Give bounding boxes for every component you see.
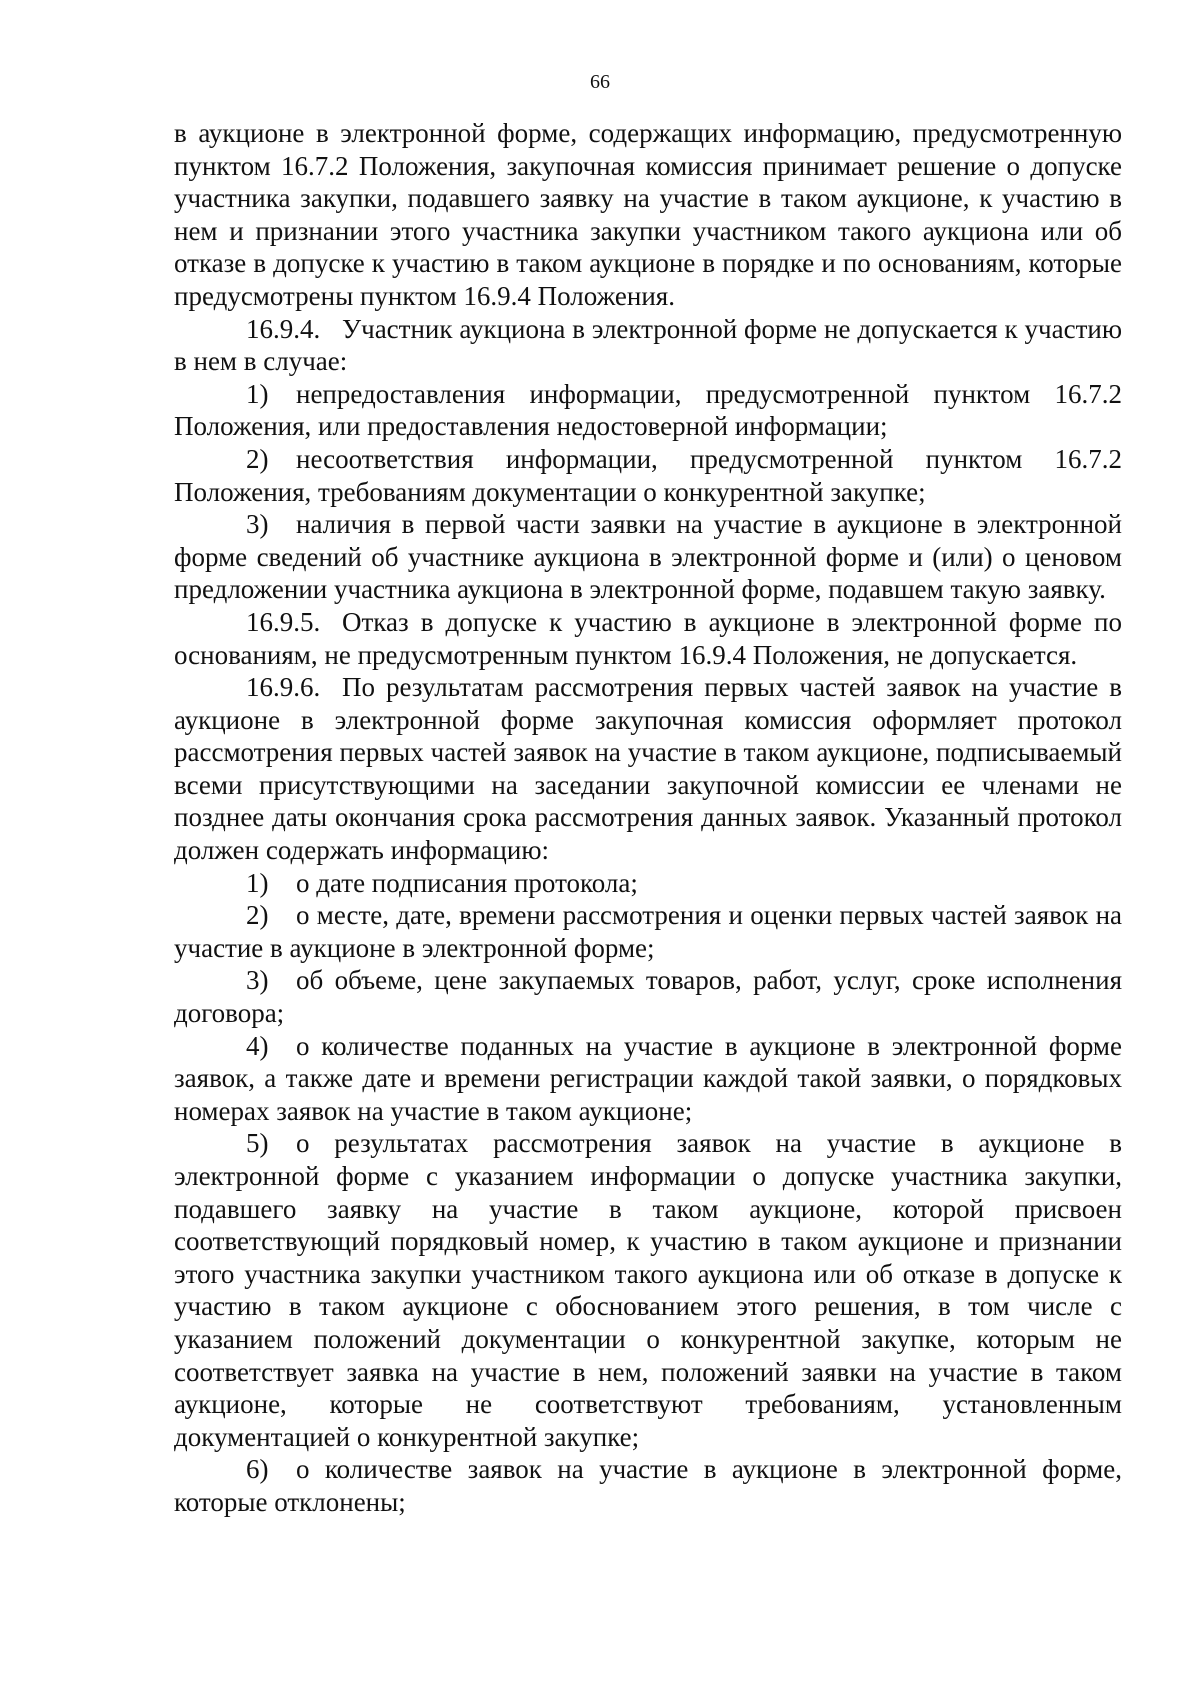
list-item-number: 2) (246, 443, 269, 474)
list-item-number: 1) (246, 378, 269, 409)
list-item (174, 443, 1122, 508)
list-item-number: 1) (246, 867, 269, 898)
list-item-number: 6) (246, 1454, 269, 1485)
clause-number: 16.9.4. (246, 313, 321, 344)
list-item-number: 3) (246, 509, 269, 540)
list-item (174, 1030, 1122, 1128)
clause-text: Участник аукциона в электронной форме не допускается к участию в нем в случае: (174, 313, 1122, 377)
list-item-number: 4) (246, 1030, 269, 1061)
paragraph-continuation: в аукционе в электронной форме, содержащих информацию, предусмотренную пунктом 16.7.2 Положения, закупочная комиссия принимает решение о допуске участника закупки, подавшего заявку на участие в таком аукционе, к участию в нем и признании этого участника закупки участником такого аукциона или об отказе в допуске к участию в таком аукционе в порядке и по основаниям, которые предусмотрены пунктом 16.9.4 Положения. (174, 118, 1122, 311)
list-item-number: 3) (246, 965, 269, 996)
clause-16-9-4 (174, 313, 1122, 378)
clause-number: 16.9.6. (246, 672, 321, 703)
clause-number: 16.9.5. (246, 606, 321, 637)
clause-16-9-6 (174, 671, 1122, 867)
clause-16-9-5 (174, 606, 1122, 671)
list-item-number: 2) (246, 900, 269, 931)
list-item-text: наличия в первой части заявки на участие в аукционе в электронной форме сведений об участнике аукциона в электронной форме и (или) о ценовом предложении участника аукциона в электронной форме, подавшем такую заявку. (174, 509, 1122, 605)
list-item (174, 1127, 1122, 1453)
clause-text: По результатам рассмотрения первых частей заявок на участие в аукционе в электронной форме закупочная комиссия оформляет протокол рассмотрения первых частей заявок на участие в таком аукционе, подписываемый всеми присутствующими на заседании закупочной комиссии ее членами не позднее даты окончания срока рассмотрения данных заявок. Указанный протокол должен содержать информацию: (174, 672, 1122, 866)
list-item-text: непредоставления информации, предусмотренной пунктом 16.7.2 Положения, или предоставления недостоверной информации; (174, 378, 1122, 442)
list-item-text: о месте, дате, времени рассмотрения и оценки первых частей заявок на участие в аукционе в электронной форме; (174, 900, 1122, 963)
list-item (174, 964, 1122, 1029)
list-item (174, 378, 1122, 443)
list-item (174, 1453, 1122, 1518)
list-item-text: несоответствия информации, предусмотренной пунктом 16.7.2 Положения, требованиям документации о конкурентной закупке; (174, 443, 1122, 507)
page-number: 66 (590, 71, 610, 93)
list-item-text: о количестве заявок на участие в аукционе в электронной форме, которые отклонены; (174, 1454, 1122, 1517)
list-item-text: о дате подписания протокола; (296, 867, 638, 898)
list-item-text: об объеме, цене закупаемых товаров, работ, услуг, сроке исполнения договора; (174, 965, 1122, 1029)
document-body (174, 117, 1122, 1519)
list-item-text: о результатах рассмотрения заявок на участие в аукционе в электронной форме с указанием информации о допуске участника закупки, подавшего заявку на участие в таком аукционе, которой присвоен соответствующий порядковый номер, к участию в таком аукционе и признании этого участника закупки участником такого аукциона или об отказе в допуске к участию в таком аукционе с обоснованием этого решения, в том числе с указанием положений документации о конкурентной закупке, которым не соответствует заявка на участие в нем, положений заявки на участие в таком аукционе, которые не соответствуют требованиям, установленным документацией о конкурентной закупке; (174, 1128, 1122, 1452)
list-item (174, 899, 1122, 964)
list-item-text: о количестве поданных на участие в аукционе в электронной форме заявок, а также дате и времени регистрации каждой такой заявки, о порядковых номерах заявок на участие в таком аукционе; (174, 1030, 1122, 1126)
list-item-number: 5) (246, 1128, 269, 1159)
clause-text: Отказ в допуске к участию в аукционе в электронной форме по основаниям, не предусмотренным пунктом 16.9.4 Положения, не допускается. (174, 606, 1122, 670)
list-item (174, 508, 1122, 606)
list-item (174, 867, 1122, 900)
